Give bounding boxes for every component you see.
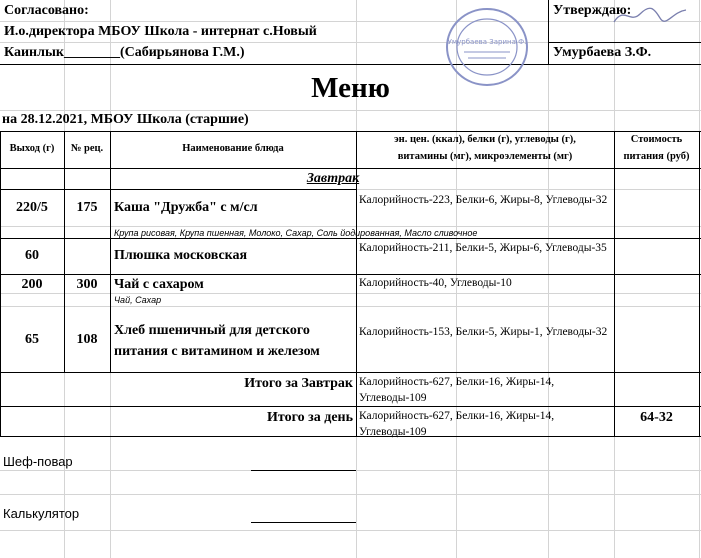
calculator-signature-line (251, 522, 356, 523)
col-header-dish: Наименование блюда (182, 143, 284, 154)
item-recipe: 108 (76, 332, 98, 347)
page-title: Меню (311, 72, 390, 104)
item-dish: Хлеб пшеничный для детского питания с витамином и железом (114, 323, 320, 359)
col-header-nutrition-2: витамины (мг), микроэлементы (мг) (397, 151, 573, 162)
item-nutrition: Калорийность-153, Белки-5, Жиры-1, Углеводы-32 (359, 326, 608, 338)
agreed-line-1: И.о.директора МБОУ Школа - интернат с.Новый (4, 24, 317, 39)
agreed-line-2: Каинлык________(Сабирьянова Г.М.) (4, 45, 245, 60)
col-header-price-1: Стоимость (630, 134, 683, 145)
item-ingredients: Чай, Сахар (114, 295, 162, 305)
item-nutrition: Калорийность-211, Белки-5, Жиры-6, Углеводы-35 (359, 242, 607, 254)
total-breakfast-label: Итого за Завтрак (244, 376, 353, 391)
col-header-price-2: питания (руб) (623, 151, 690, 162)
item-nutrition: Калорийность-40, Углеводы-10 (359, 277, 512, 289)
item-recipe: 300 (76, 277, 98, 292)
section-title: Завтрак (306, 171, 360, 186)
chef-label: Шеф-повар (3, 454, 73, 469)
item-dish: Плюшка московская (114, 248, 248, 263)
item-yield: 60 (25, 248, 39, 263)
calculator-label: Калькулятор (3, 506, 80, 521)
item-nutrition: Калорийность-223, Белки-6, Жиры-8, Углеводы-32 (359, 194, 608, 206)
col-header-nutrition-1: эн. цен. (ккал), белки (г), углеводы (г), (394, 134, 576, 145)
total-day-nutrition: Калорийность-627, Белки-16, Жиры-14, Углеводы-109 (359, 410, 555, 438)
agreed-label: Согласовано: (4, 3, 89, 18)
total-day-price: 64-32 (640, 410, 673, 425)
col-header-yield: Выход (г) (9, 143, 55, 154)
approve-label: Утверждаю: (553, 3, 632, 18)
item-ingredients: Крупа рисовая, Крупа пшенная, Молоко, Сахар, Соль йодированная, Масло сливочное (114, 228, 478, 238)
col-header-recipe: № рец. (70, 143, 104, 154)
total-day-label: Итого за день (267, 410, 353, 425)
total-breakfast-nutrition: Калорийность-627, Белки-16, Жиры-14, Углеводы-109 (359, 376, 555, 404)
item-yield: 65 (25, 332, 39, 347)
page-subtitle: на 28.12.2021, МБОУ Школа (старшие) (2, 112, 249, 127)
signature (610, 2, 690, 28)
item-recipe: 175 (76, 200, 98, 215)
item-yield: 220/5 (16, 200, 48, 215)
stamp-text: Умурбаева Зарина Ф. (447, 38, 527, 46)
item-dish: Каша "Дружба" с м/сл (114, 200, 258, 215)
item-dish: Чай с сахаром (114, 277, 204, 292)
chef-signature-line (251, 470, 356, 471)
approve-name: Умурбаева З.Ф. (553, 45, 652, 60)
item-yield: 200 (21, 277, 43, 292)
